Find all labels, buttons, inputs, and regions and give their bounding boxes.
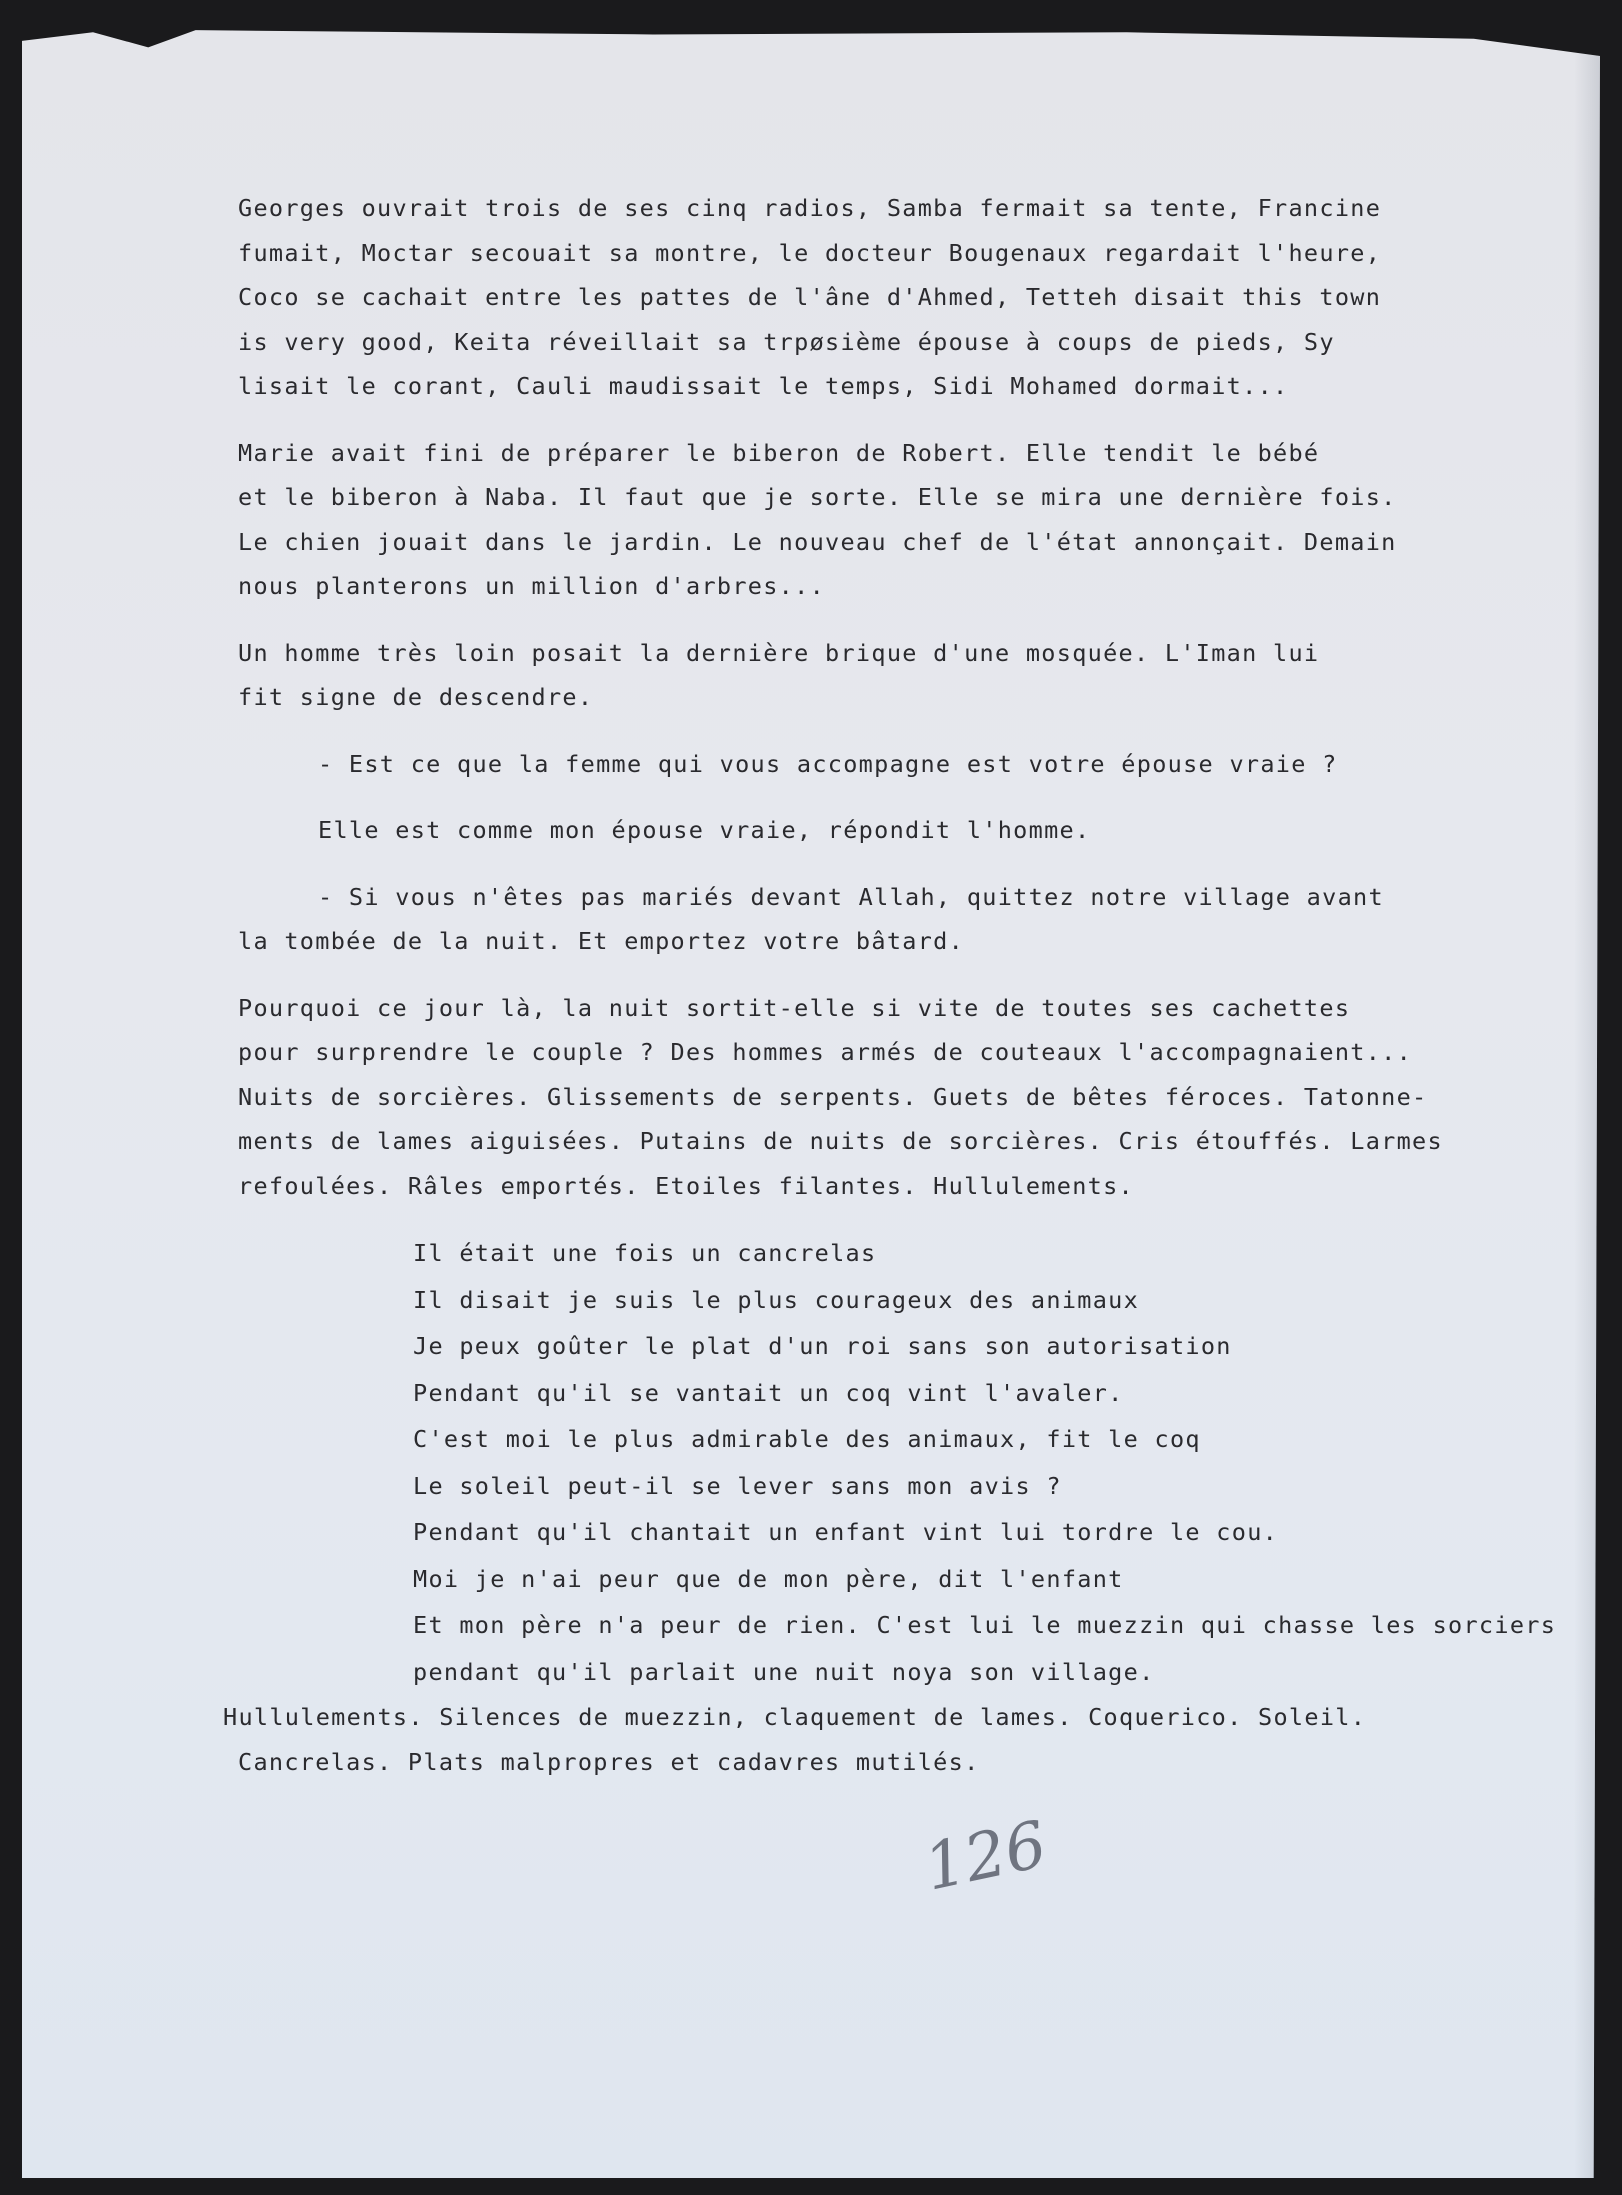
poem [238, 1230, 1578, 1695]
text-line: Le chien jouait dans le jardin. Le nouveau chef de l'état annonçait. Demain [238, 527, 1397, 556]
paragraph-2 [238, 431, 1578, 609]
text-line: pour surprendre le couple ? Des hommes armés de couteaux l'accompagnaient... [238, 1038, 1413, 1066]
dialog-line: - Si vous n'êtes pas mariés devant Allah, quittez notre village avant [318, 882, 1384, 911]
text-line: Georges ouvrait trois de ses cinq radios, Samba fermait sa tente, Francine [238, 194, 1382, 222]
poem-line: Pendant qu'il chantait un enfant vint lui tordre le cou. [413, 1518, 1279, 1546]
dialog-continuation: la tombée de la nuit. Et emportez votre bâtard. [238, 927, 965, 955]
text-line: Cancrelas. Plats malpropres et cadavres mutilés. [238, 1747, 980, 1776]
text-line: Un homme très loin posait la dernière brique d'une mosquée. L'Iman lui [238, 638, 1320, 667]
poem-line: Je peux goûter le plat d'un roi sans son autorisation [413, 1332, 1232, 1360]
text-line: et le biberon à Naba. Il faut que je sorte. Elle se mira une dernière fois. [238, 483, 1397, 511]
paragraph-4 [238, 986, 1578, 1209]
poem-line: C'est moi le plus admirable des animaux, fit le coq [413, 1425, 1201, 1453]
paragraph-3 [238, 631, 1578, 720]
page-text [223, 186, 1578, 1806]
text-line: Pourquoi ce jour là, la nuit sortit-elle si vite de toutes ses cachettes [238, 993, 1351, 1022]
paragraph-1 [238, 186, 1578, 409]
dialog-3 [238, 875, 1578, 964]
poem-line: Il disait je suis le plus courageux des animaux [413, 1285, 1140, 1314]
poem-line: Moi je n'ai peur que de mon père, dit l'enfant [413, 1564, 1124, 1593]
text-line: is very good, Keita réveillait sa trpøsième épouse à coups de pieds, Sy [238, 327, 1335, 356]
text-line: Hullulements. Silences de muezzin, claquement de lames. Coquerico. Soleil. [223, 1703, 1367, 1731]
poem-line: Le soleil peut-il se lever sans mon avis ? [413, 1471, 1062, 1500]
text-line: fumait, Moctar secouait sa montre, le docteur Bougenaux regardait l'heure, [238, 238, 1382, 267]
page-number-text: 126 [918, 1807, 1054, 1906]
text-line: fit signe de descendre. [238, 683, 594, 711]
dialog-1 [238, 742, 1578, 787]
text-line: lisait le corant, Cauli maudissait le temps, Sidi Mohamed dormait... [238, 372, 1289, 400]
text-line: refoulées. Râles emportés. Etoiles filantes. Hullulements. [238, 1171, 1134, 1200]
closing-paragraph [223, 1695, 1578, 1784]
text-line: Coco se cachait entre les pattes de l'âne d'Ahmed, Tetteh disait this town [238, 283, 1382, 311]
handwritten-page-number [915, 1800, 1115, 1910]
text-line: nous planterons un million d'arbres... [238, 572, 826, 600]
dialog-2 [238, 808, 1578, 853]
poem-line: Il était une fois un cancrelas [413, 1239, 877, 1267]
dialog-line: - Est ce que la femme qui vous accompagne est votre épouse vraie ? [318, 749, 1338, 778]
dialog-line: Elle est comme mon épouse vraie, répondit l'homme. [318, 816, 1091, 844]
text-line: Marie avait fini de préparer le biberon de Robert. Elle tendit le bébé [238, 438, 1320, 467]
poem-line: Pendant qu'il se vantait un coq vint l'avaler. [413, 1378, 1124, 1407]
text-line: ments de lames aiguisées. Putains de nuits de sorcières. Cris étouffés. Larmes [238, 1127, 1443, 1155]
poem-line: pendant qu'il parlait une nuit noya son village. [413, 1657, 1155, 1686]
text-line: Nuits de sorcières. Glissements de serpents. Guets de bêtes féroces. Tatonne- [238, 1082, 1428, 1111]
poem-line: Et mon père n'a peur de rien. C'est lui le muezzin qui chasse les sorciers [413, 1611, 1557, 1639]
